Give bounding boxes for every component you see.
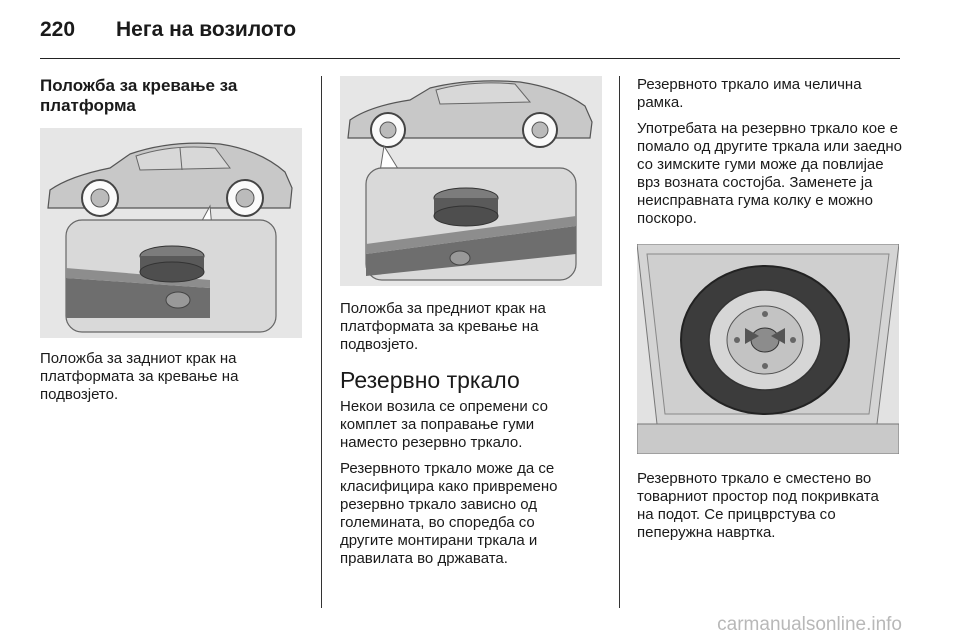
spare-wheel-para-1: Некои возила се опремени со комплет за поправање гуми наместо резервно тркало. xyxy=(340,398,548,451)
rear-lift-caption: Положба за задниот крак на платформата за кревање на подвозјето. xyxy=(40,350,239,403)
spare-wheel-figure xyxy=(637,244,899,454)
section-title-spare-wheel: Резервно тркало xyxy=(340,367,520,393)
page-header xyxy=(40,18,296,42)
page-title: Нега на возилото xyxy=(116,18,297,41)
spare-usage-para: Употребата на резервно тркало кое е помало од другите тркала или заедно со зимските гуми може да повлијае врз возната состојба. Заменете ја неисправната гума колку е можно поскоро. xyxy=(637,120,902,227)
column-1 xyxy=(40,76,302,404)
rear-lift-illustration xyxy=(40,128,302,338)
watermark: carmanualsonline.info xyxy=(717,614,902,635)
rear-lift-figure xyxy=(40,128,302,338)
column-2 xyxy=(340,76,602,568)
spare-location-caption: Резервното тркало е сместено во товарниот простор под покривката на подот. Се прицврстува со пеперужна навртка. xyxy=(637,470,879,541)
column-divider-2 xyxy=(619,76,620,608)
header-rule xyxy=(40,58,900,59)
front-lift-illustration xyxy=(340,76,602,286)
front-lift-caption: Положба за предниот крак на платформата за кревање на подвозјето. xyxy=(340,300,546,353)
column-3 xyxy=(637,76,903,542)
section-heading-lift: Положба за кревање за платформа xyxy=(40,76,238,115)
steel-rim-para: Резервното тркало има челична рамка. xyxy=(637,76,862,111)
page-number: 220 xyxy=(40,18,76,41)
spare-wheel-illustration xyxy=(637,244,899,454)
front-lift-figure xyxy=(340,76,602,286)
spare-wheel-para-2: Резервното тркало може да се класифицира како привремено резервно тркало зависно од големината, во споредба со другите монтирани тркала и правилата во државата. xyxy=(340,460,558,567)
column-divider-1 xyxy=(321,76,322,608)
